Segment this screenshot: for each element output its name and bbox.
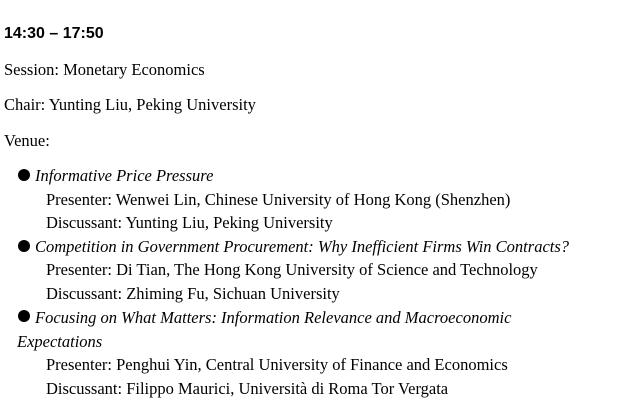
paper-discussant: Discussant: Yunting Liu, Peking University [46,213,333,232]
paper-item [0,236,629,307]
paper-list [0,165,629,401]
paper-title: Focusing on What Matters: Information Relevance and Macroeconomic Expectations [17,308,512,351]
paper-title-row [0,165,629,189]
paper-presenter: Presenter: Wenwei Lin, Chinese University of Hong Kong (Shenzhen) [46,189,511,209]
paper-item [0,165,629,236]
paper-discussant: Discussant: Filippo Maurici, Università di Roma Tor Vergata [46,378,449,398]
paper-presenter: Presenter: Di Tian, The Hong Kong University of Science and Technology [46,260,538,279]
paper-presenter: Presenter: Penghui Yin, Central University of Finance and Economics [46,355,508,374]
paper-title-row [0,236,629,260]
paper-discussant: Discussant: Zhiming Fu, Sichuan University [46,283,340,303]
paper-title: Competition in Government Procurement: Why Inefficient Firms Win Contracts? [35,236,570,256]
session-time: 14:30 – 17:50 [4,25,104,42]
session-chair: Chair: Yunting Liu, Peking University [4,95,256,114]
paper-item [0,306,629,401]
bullet-icon [18,169,30,181]
session-name: Session: Monetary Economics [4,60,205,79]
paper-title: Informative Price Pressure [35,166,214,185]
paper-title-row [0,306,577,354]
bullet-icon [18,310,30,322]
session-venue: Venue: [4,131,50,150]
bullet-icon [18,240,30,252]
